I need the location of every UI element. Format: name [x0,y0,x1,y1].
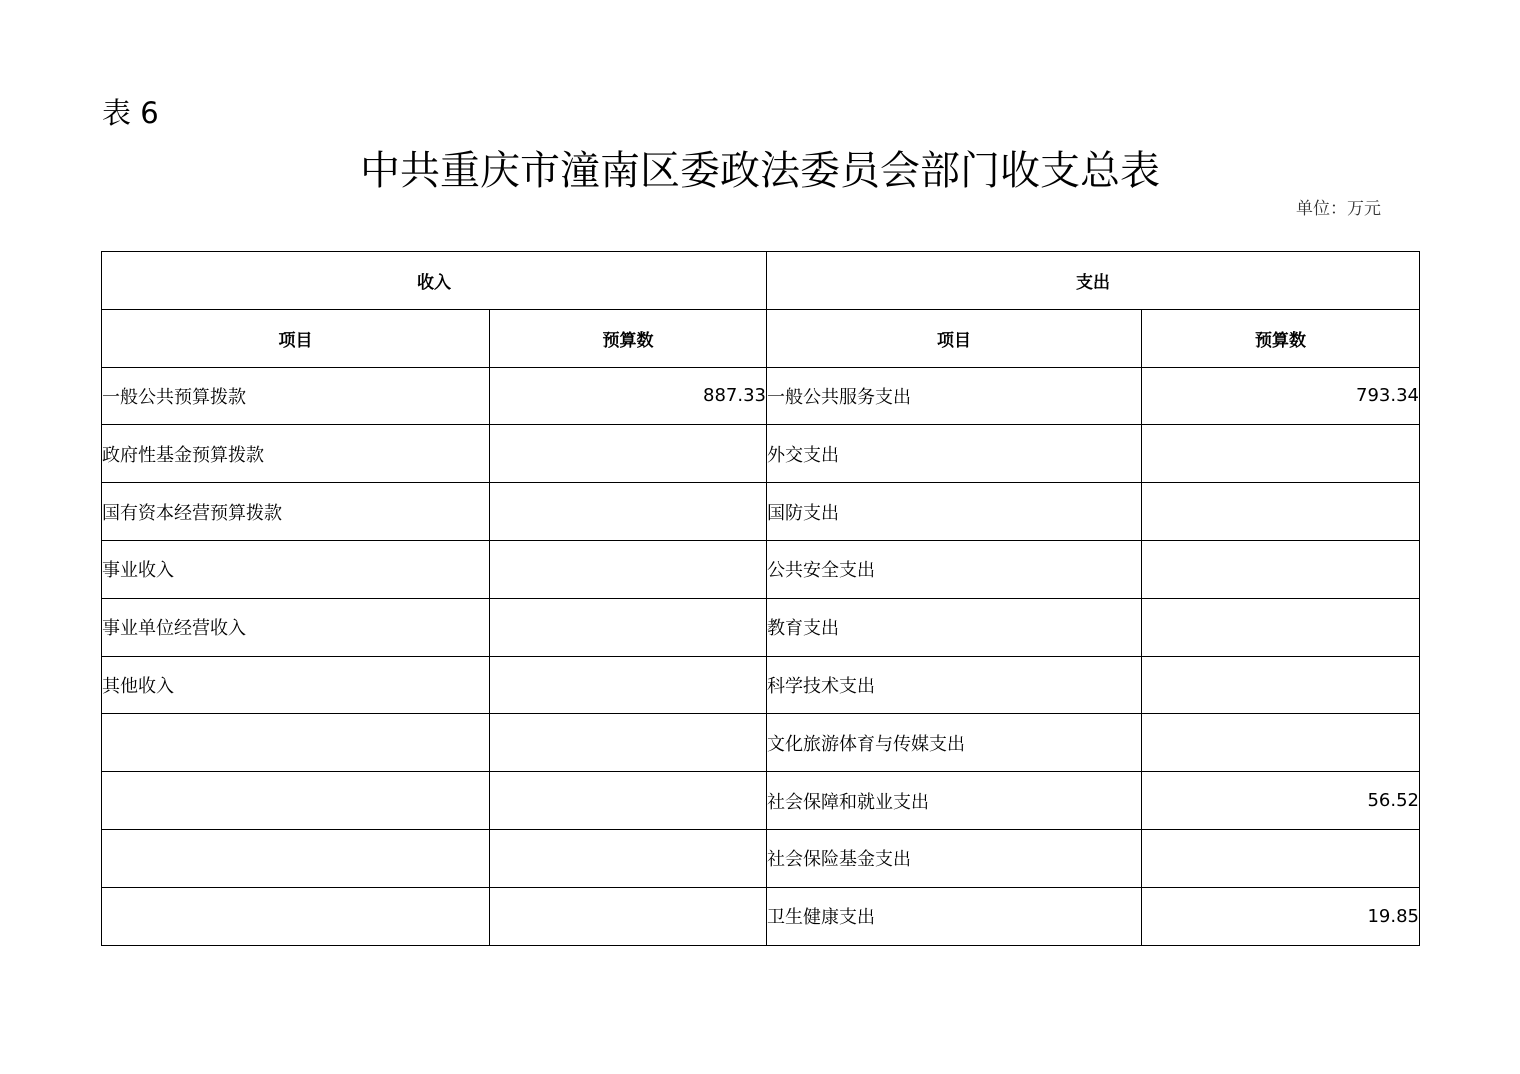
expense-item-cell: 卫生健康支出 [767,887,1142,945]
page-title: 中共重庆市潼南区委政法委员会部门收支总表 [360,148,1160,194]
income-amount-cell [490,598,767,656]
income-amount-header: 预算数 [490,309,767,367]
income-item-cell [102,829,490,887]
table-number-label: 表 6 [102,96,159,130]
expense-amount-cell: 793.34 [1142,367,1420,425]
expense-amount-cell [1142,598,1420,656]
income-item-cell: 国有资本经营预算拨款 [102,483,490,541]
expense-group-header: 支出 [767,252,1420,310]
expense-amount-cell [1142,829,1420,887]
income-item-cell: 事业收入 [102,540,490,598]
expense-amount-cell [1142,425,1420,483]
budget-summary-table [101,251,1420,946]
income-amount-cell [490,772,767,830]
expense-item-cell: 社会保险基金支出 [767,829,1142,887]
table-row [102,598,1420,656]
table-row [102,829,1420,887]
table-row [102,367,1420,425]
table-row [102,540,1420,598]
group-header-row [102,252,1420,310]
income-item-cell: 事业单位经营收入 [102,598,490,656]
income-item-cell [102,772,490,830]
expense-item-header: 项目 [767,309,1142,367]
expense-item-cell: 国防支出 [767,483,1142,541]
income-item-cell: 政府性基金预算拨款 [102,425,490,483]
income-amount-cell [490,540,767,598]
table-row [102,772,1420,830]
expense-item-cell: 外交支出 [767,425,1142,483]
expense-item-cell: 社会保障和就业支出 [767,772,1142,830]
income-item-cell [102,714,490,772]
expense-amount-cell [1142,483,1420,541]
expense-item-cell: 公共安全支出 [767,540,1142,598]
income-group-header: 收入 [102,252,767,310]
income-amount-cell [490,483,767,541]
table-row [102,656,1420,714]
income-amount-cell [490,714,767,772]
income-item-cell: 一般公共预算拨款 [102,367,490,425]
income-item-cell: 其他收入 [102,656,490,714]
expense-amount-cell [1142,656,1420,714]
expense-amount-cell: 19.85 [1142,887,1420,945]
income-amount-cell [490,829,767,887]
column-header-row [102,309,1420,367]
expense-amount-header: 预算数 [1142,309,1420,367]
income-amount-cell [490,425,767,483]
expense-amount-cell: 56.52 [1142,772,1420,830]
table-row [102,425,1420,483]
expense-item-cell: 一般公共服务支出 [767,367,1142,425]
unit-label: 单位：万元 [1296,199,1381,219]
expense-amount-cell [1142,540,1420,598]
table-row [102,483,1420,541]
table-row [102,714,1420,772]
income-item-cell [102,887,490,945]
expense-item-cell: 科学技术支出 [767,656,1142,714]
income-amount-cell [490,887,767,945]
expense-amount-cell [1142,714,1420,772]
income-item-header: 项目 [102,309,490,367]
income-amount-cell: 887.33 [490,367,767,425]
expense-item-cell: 文化旅游体育与传媒支出 [767,714,1142,772]
table-row [102,887,1420,945]
income-amount-cell [490,656,767,714]
expense-item-cell: 教育支出 [767,598,1142,656]
